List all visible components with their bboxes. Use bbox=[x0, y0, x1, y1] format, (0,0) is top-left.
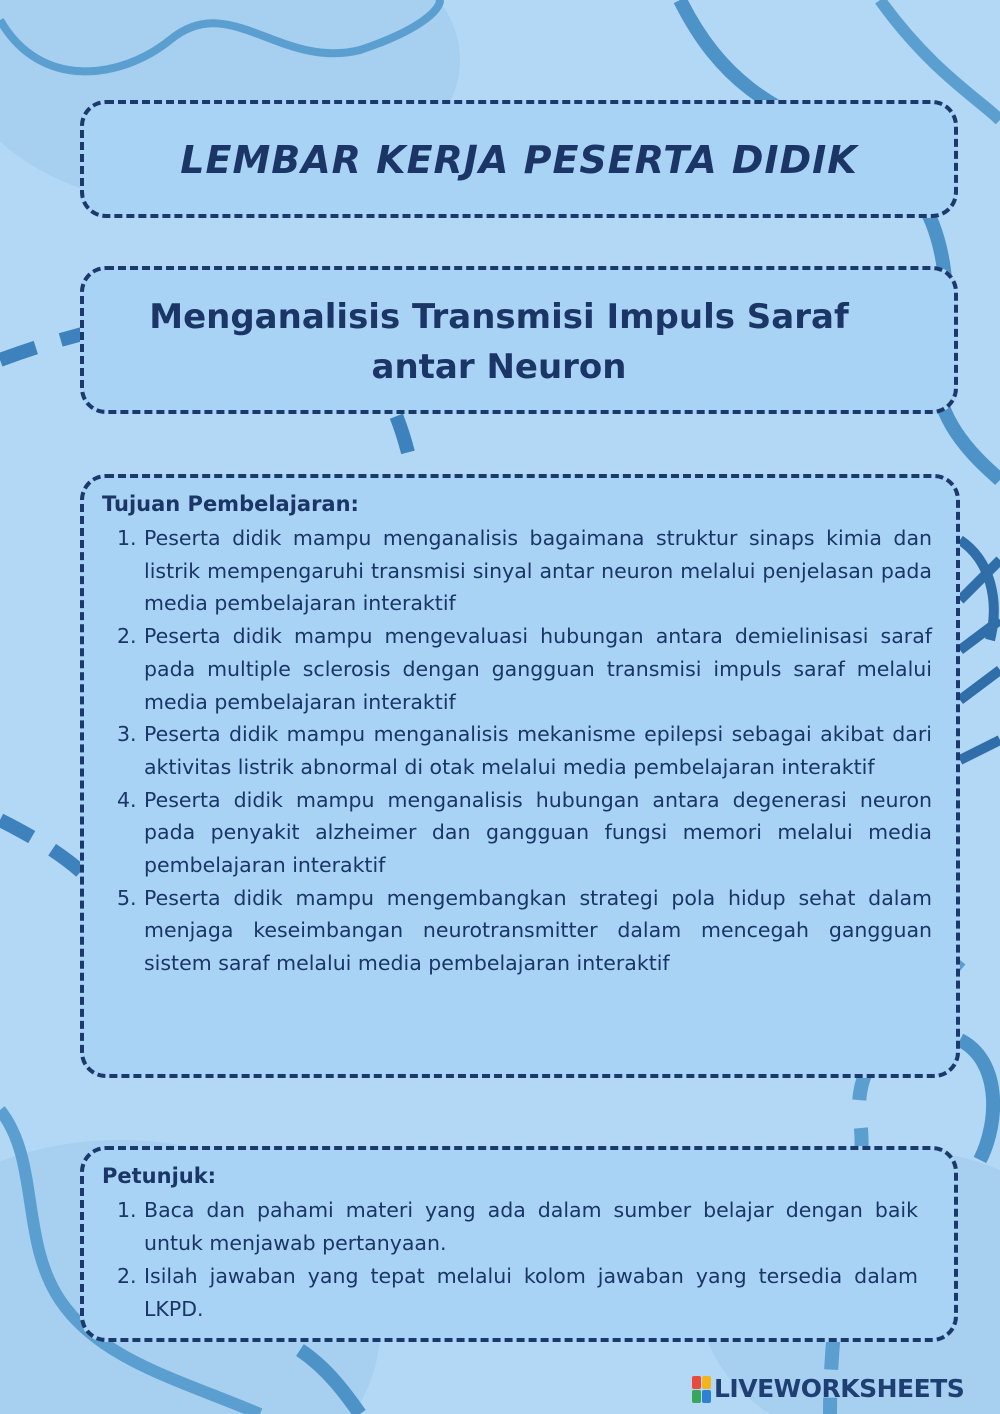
list-item bbox=[118, 1260, 918, 1326]
learning-goals-list bbox=[118, 522, 932, 980]
learning-goals-heading: Tujuan Pembelajaran: bbox=[102, 492, 359, 516]
page-title: LEMBAR KERJA PESERTA DIDIK bbox=[180, 138, 858, 182]
instructions-box bbox=[80, 1146, 958, 1342]
topic-box bbox=[80, 266, 958, 414]
list-text: Isilah jawaban yang tepat melalui kolom jawaban yang tersedia dalam LKPD. bbox=[144, 1264, 918, 1321]
instructions-list bbox=[118, 1194, 918, 1326]
list-text: Peserta didik mampu mengevaluasi hubungan antara demielinisasi saraf pada multiple sclerosis dengan gangguan transmisi impuls saraf melalui media pembelajaran interaktif bbox=[144, 624, 932, 714]
liveworksheets-brand: LIVEWORKSHEETS bbox=[714, 1374, 965, 1403]
list-number: 3. bbox=[117, 722, 137, 747]
title-box bbox=[80, 100, 958, 218]
list-number: 1. bbox=[117, 526, 137, 550]
instructions-heading: Petunjuk: bbox=[102, 1164, 217, 1188]
list-text: Peserta didik mampu mengembangkan strategi pola hidup sehat dalam menjaga keseimbangan neurotransmitter dalam mencegah gangguan sistem saraf melalui media pembelajaran interaktif bbox=[144, 885, 932, 976]
list-number: 5. bbox=[117, 885, 137, 910]
list-text: Peserta didik mampu menganalisis bagaimana struktur sinaps kimia dan listrik mempengaruhi transmisi sinyal antar neuron melalui penjelasan pada media pembelajaran interaktif bbox=[144, 526, 932, 616]
learning-goals-box bbox=[80, 474, 960, 1078]
list-text: Peserta didik mampu menganalisis hubungan antara degenerasi neuron pada penyakit alzheimer dan gangguan fungsi memori melalui media pembelajaran interaktif bbox=[144, 787, 932, 878]
list-number: 4. bbox=[117, 787, 137, 812]
list-text: Baca dan pahami materi yang ada dalam sumber belajar dengan baik untuk menjawab pertanyaan. bbox=[144, 1198, 918, 1255]
list-item bbox=[118, 784, 932, 882]
list-number: 1. bbox=[117, 1198, 137, 1222]
list-item bbox=[118, 1194, 918, 1260]
list-item bbox=[118, 522, 932, 620]
topic-title: Menganalisis Transmisi Impuls Saraf antar Neuron bbox=[149, 297, 849, 387]
list-item bbox=[118, 718, 932, 783]
list-number: 2. bbox=[117, 1264, 137, 1288]
list-number: 2. bbox=[117, 624, 137, 649]
liveworksheets-logo bbox=[692, 1374, 964, 1403]
list-item bbox=[118, 882, 932, 980]
list-text: Peserta didik mampu menganalisis mekanisme epilepsi sebagai akibat dari aktivitas listrik abnormal di otak melalui media pembelajaran interaktif bbox=[144, 722, 932, 779]
list-item bbox=[118, 620, 932, 718]
liveworksheets-logo-icon bbox=[692, 1376, 710, 1402]
